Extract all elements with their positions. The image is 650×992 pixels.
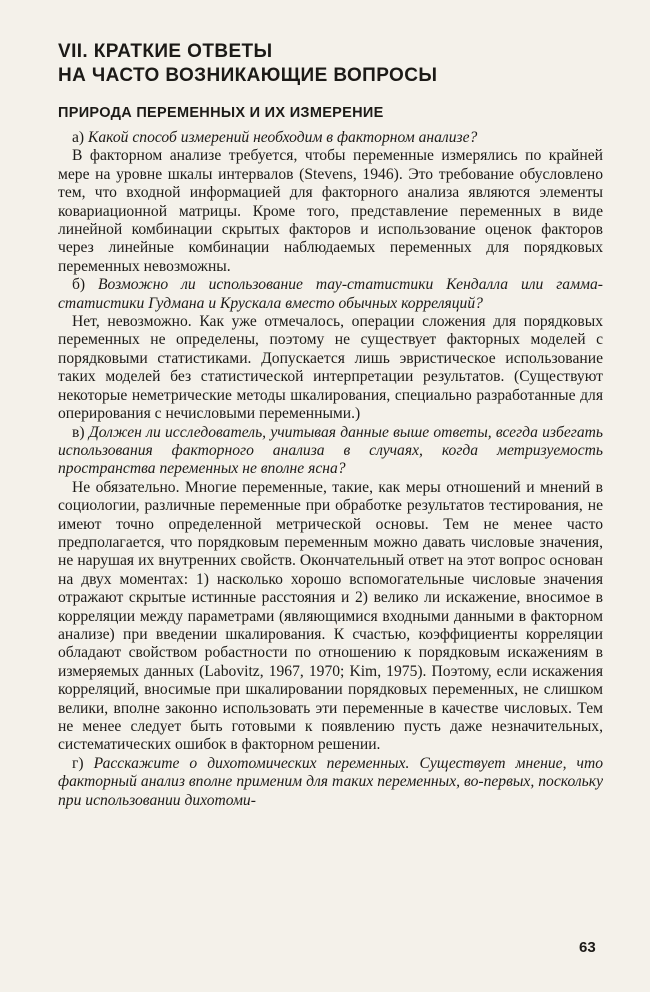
section-title: ПРИРОДА ПЕРЕМЕННЫХ И ИХ ИЗМЕРЕНИЕ	[58, 105, 384, 121]
chapter-title-line-1: VII. КРАТКИЕ ОТВЕТЫ	[58, 41, 273, 62]
question-label: а)	[72, 129, 85, 146]
question-v	[58, 424, 603, 479]
answer-g: Существует мнение, что факторный анализ вполне применим для таких переменных, во-первых, поскольку при использовании дихотоми-	[58, 754, 604, 809]
question-label: в)	[72, 423, 85, 441]
page-body	[58, 129, 603, 810]
question-b	[58, 276, 603, 313]
chapter-title	[58, 40, 437, 88]
question-label: б)	[72, 276, 86, 294]
page-number: 63	[579, 939, 596, 956]
question-text: Возможно ли использование тау-статистики Кендалла или гамма-статистики Гудмана и Крускала вместо обычных корреляций?	[58, 276, 603, 312]
question-text: Расскажите о дихотомических переменных.	[93, 754, 410, 772]
answer-v: Не обязательно. Многие переменные, такие, как меры отношений и мнений в социологии, различные переменные при обработке результатов тестирования, не имеют точно определенной метрической основы. Тем не менее часто предполагается, что порядковым переменным можно давать числовые значения, не нарушая их внутренних свойств. Окончательный ответ на этот вопрос основан на двух моментах: 1) насколько хорошо вспомогательные числовые значения отражают скрытые истинные расстояния и 2) велико ли искажение, вносимое в корреляции между параметрами (являющимися входными данными в факторном анализе) при введении шкалирования. К счастью, коэффициенты корреляции обладают свойством робастности по отношению к порядковым искажениям в измеряемых данных (Labovitz, 1967, 1970; Kim, 1975). Поэтому, если искажения корреляций, вносимые при шкалировании порядковых переменных, не слишком велики, вполне законно использовать эти переменные в качестве числовых. Тем не менее следует быть готовыми к появлению пусть даже незначительных, систематических ошибок в факторном решении.	[58, 478, 603, 754]
answer-a: В факторном анализе требуется, чтобы переменные измерялись по крайней мере на уровне шкалы интервалов (Stevens, 1946). Это требование обусловлено тем, что входной информацией для факторного анализа являются элементы ковариационной матрицы. Кроме того, представление переменных в виде линейной комбинации скрытых факторов и использование оценок факторов через линейные комбинации наблюдаемых переменных для порядковых переменных невозможны.	[58, 147, 603, 275]
chapter-title-line-2: НА ЧАСТО ВОЗНИКАЮЩИЕ ВОПРОСЫ	[58, 65, 438, 86]
answer-b: Нет, невозможно. Как уже отмечалось, операции сложения для порядковых переменных не определены, поэтому не существует факторных моделей с порядковыми статистиками. Допускается лишь эвристическое использование таких моделей без статистической интерпретации результатов. (Существуют некоторые неметрические методы шкалирования, специально разработанные для оперирования с нечисловыми переменными.)	[58, 313, 603, 423]
question-text: Какой способ измерений необходим в факторном анализе?	[88, 129, 478, 146]
question-text: Должен ли исследователь, учитывая данные выше ответы, всегда избегать использования факторного анализа в случаях, когда метризуемость пространства переменных не вполне ясна?	[58, 423, 603, 478]
question-label: г)	[72, 754, 84, 772]
question-a	[58, 129, 603, 147]
question-g	[58, 755, 603, 810]
